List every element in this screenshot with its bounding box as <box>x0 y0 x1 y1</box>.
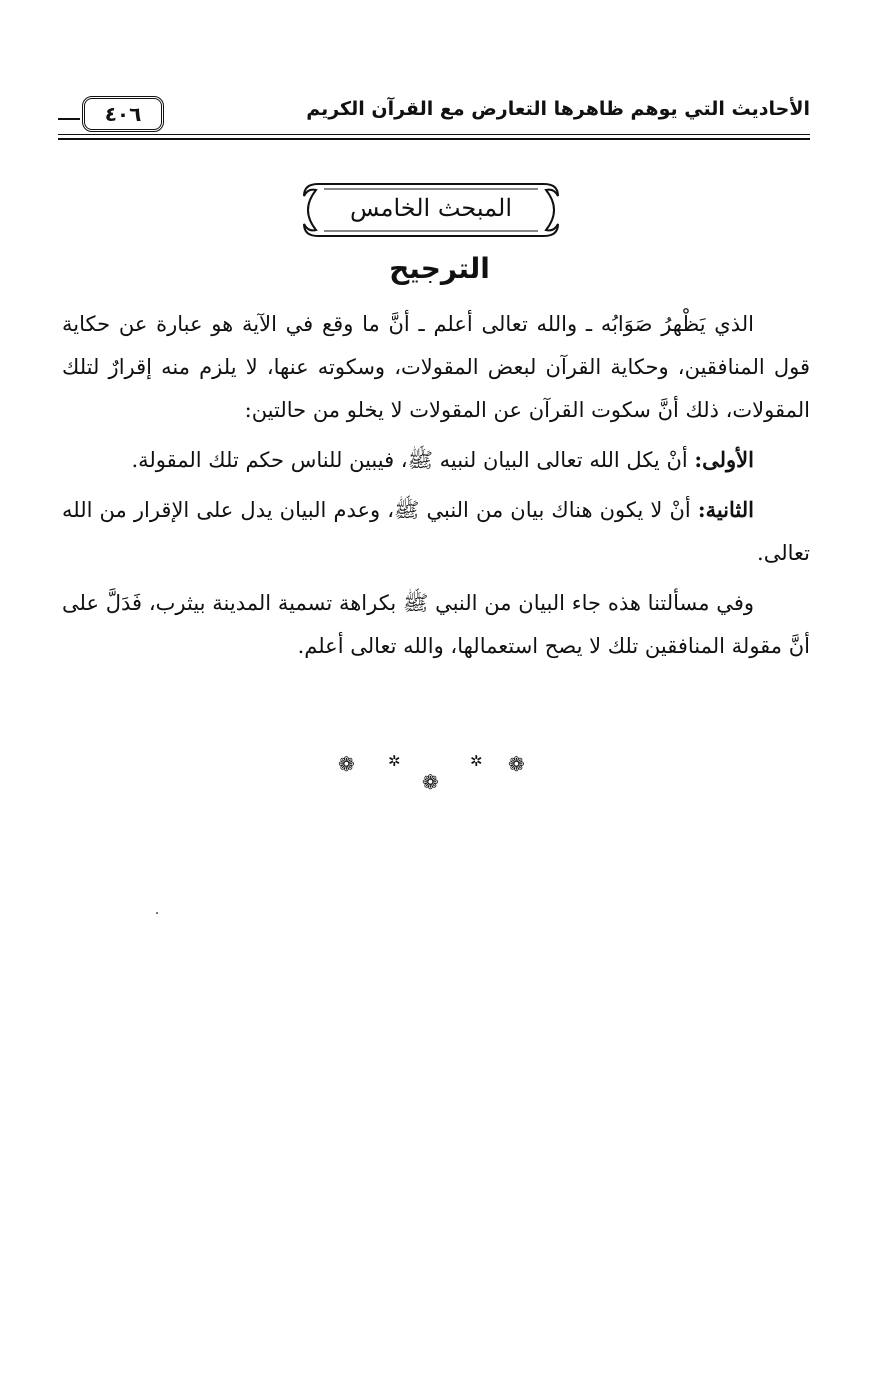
running-title: الأحاديث التي يوهم ظاهرها التعارض مع القرآن الكريم <box>306 98 810 120</box>
paragraph-text: أنْ يكل الله تعالى البيان لنبيه ﷺ، فيبين للناس حكم تلك المقولة. <box>131 448 695 472</box>
paragraph <box>62 488 810 575</box>
flower-ornament-icon: ❁ <box>508 752 525 776</box>
header-rule-thick <box>58 138 810 140</box>
paragraph-text: وفي مسألتنا هذه جاء البيان من النبي ﷺ بكراهة تسمية المدينة بيثرب، فَدَلَّ على أنَّ مقولة المنافقين تلك لا يصح استعمالها، والله تعالى أعلم. <box>62 591 810 658</box>
running-header <box>58 96 810 142</box>
paragraph <box>62 438 810 482</box>
flower-ornament-icon: ❁ <box>338 752 355 776</box>
paragraph-lead: الثانية: <box>697 497 754 522</box>
section-label: المبحث الخامس <box>349 194 513 222</box>
header-tick-rule <box>58 118 80 120</box>
paragraph-text: أنْ لا يكون هناك بيان من النبي ﷺ، وعدم البيان يدل على الإقرار من الله تعالى. <box>62 498 810 565</box>
section-heading-frame <box>296 178 566 242</box>
chapter-title: الترجيح <box>389 252 490 285</box>
header-rule <box>58 134 810 135</box>
page-number: ٤٠٦ <box>82 96 164 132</box>
flower-ornament-icon: ❁ <box>422 770 439 794</box>
page-speck <box>156 912 158 914</box>
star-ornament-icon: ✲ <box>388 752 401 770</box>
paragraph <box>62 581 810 668</box>
body-text <box>62 302 810 674</box>
section-end-ornament <box>330 752 550 802</box>
star-ornament-icon: ✲ <box>470 752 483 770</box>
paragraph-text: الذي يَظْهرُ صَوَابُه ـ والله تعالى أعلم ـ أنَّ ما وقع في الآية هو عبارة عن حكاية قول المنافقين، وحكاية القرآن لبعض المقولات، وسكوته عنها، لا يلزم منه إقرارٌ لتلك المقولات، ذلك أنَّ سكوت القرآن عن المقولات لا يخلو من حالتين: <box>62 312 810 422</box>
paragraph-lead: الأولى: <box>694 447 754 472</box>
paragraph <box>62 302 810 432</box>
